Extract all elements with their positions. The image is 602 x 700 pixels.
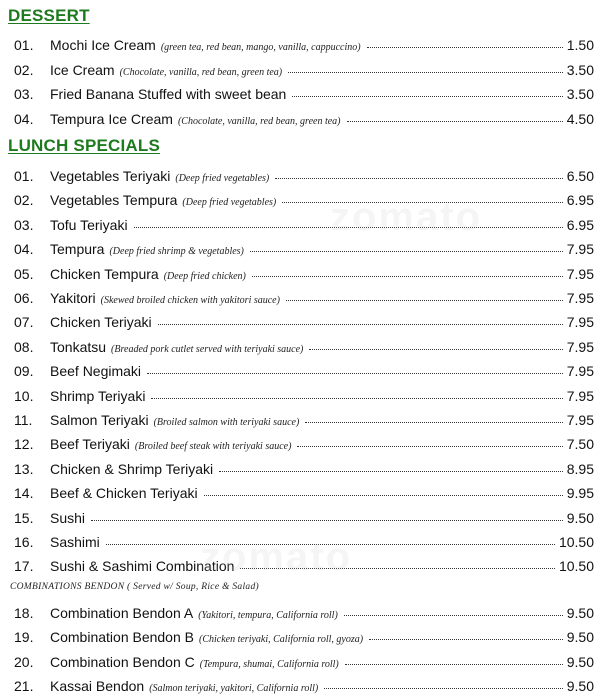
item-name: Fried Banana Stuffed with sweet bean (50, 86, 287, 102)
dot-leader (151, 397, 562, 399)
menu-item (0, 217, 602, 239)
menu-item (0, 37, 602, 59)
item-description: (Broiled beef steak with teriyaki sauce) (134, 441, 292, 453)
menu-item (0, 534, 602, 556)
dot-leader (158, 323, 563, 325)
dot-leader (282, 201, 563, 203)
item-price: 9.50 (566, 653, 594, 670)
item-description: (Broiled salmon with teriyaki sauce) (153, 417, 300, 428)
item-price: 7.95 (566, 314, 594, 331)
item-description: (Skewed broiled chicken with yakitori sauce) (100, 295, 280, 306)
dot-leader (240, 567, 555, 569)
item-name: Sashimi (50, 534, 100, 550)
item-price: 6.95 (566, 216, 594, 233)
item-number: 09. (14, 363, 34, 380)
item-number: 04. (14, 110, 34, 127)
item-name: Tempura Ice Cream (50, 110, 173, 127)
dot-leader (134, 226, 563, 228)
item-price: 6.95 (566, 192, 594, 209)
item-description: (Tempura, shumai, California roll) (199, 658, 339, 670)
item-name: Chicken & Shrimp Teriyaki (50, 460, 214, 477)
item-number: 03. (14, 86, 34, 102)
menu-item (0, 558, 602, 580)
item-number: 01. (14, 168, 34, 184)
item-price: 1.50 (566, 37, 594, 53)
dot-leader (219, 470, 563, 472)
dot-leader (252, 275, 563, 277)
item-number: 06. (14, 290, 34, 306)
item-description: (Deep fried vegetables) (175, 173, 270, 184)
item-name: Sushi & Sashimi Combination (50, 558, 235, 575)
menu-item (0, 412, 602, 434)
menu-item (0, 62, 602, 84)
item-number: 20. (14, 653, 34, 670)
menu-item (0, 654, 602, 676)
dot-leader (250, 250, 563, 252)
item-name: Sushi (50, 509, 86, 526)
item-number: 16. (14, 534, 34, 550)
menu-item (0, 678, 602, 700)
item-price: 3.50 (566, 61, 594, 78)
dot-leader (286, 299, 563, 301)
item-number: 19. (14, 629, 34, 646)
item-price: 7.95 (566, 363, 594, 380)
item-number: 04. (14, 241, 34, 258)
menu-item (0, 192, 602, 214)
combinations-header: COMBINATIONS BENDON ( Served w/ Soup, Rice & Salad) (10, 582, 259, 592)
dot-leader (345, 663, 563, 665)
item-price: 9.50 (566, 605, 594, 621)
dot-leader (147, 372, 563, 374)
item-name: Combination Bendon C (50, 653, 195, 670)
item-name: Vegetables Tempura (50, 192, 178, 209)
menu-item (0, 314, 602, 336)
watermark-logo: zomato (330, 195, 482, 239)
dot-leader (367, 46, 563, 48)
dot-leader (106, 543, 555, 545)
menu-item (0, 168, 602, 190)
item-number: 13. (14, 460, 34, 477)
menu-item (0, 436, 602, 458)
item-number: 02. (14, 192, 34, 209)
menu-item (0, 629, 602, 651)
item-price: 8.95 (566, 460, 594, 477)
item-description: (Deep fried shrimp & vegetables) (109, 246, 244, 258)
item-number: 11. (14, 412, 33, 428)
item-name: Beef Teriyaki (50, 436, 130, 453)
dot-leader (275, 177, 563, 179)
item-number: 21. (14, 677, 34, 694)
item-number: 17. (14, 558, 34, 575)
item-name: Salmon Teriyaki (50, 412, 149, 428)
item-description: (Salmon teriyaki, yakitori, California roll) (149, 682, 319, 694)
item-description: (Breaded pork cutlet served with teriyaki sauce) (111, 343, 304, 355)
item-number: 05. (14, 265, 34, 282)
dot-leader (297, 445, 562, 447)
watermark-logo: zomato (200, 535, 352, 579)
menu-item (0, 485, 602, 507)
dot-leader (309, 348, 562, 350)
dot-leader (288, 71, 563, 73)
item-number: 08. (14, 338, 34, 355)
item-name: Tonkatsu (50, 338, 107, 355)
item-name: Tofu Teriyaki (50, 216, 128, 233)
item-number: 02. (14, 61, 34, 78)
item-name: Kassai Bendon (50, 677, 145, 694)
item-number: 10. (14, 387, 34, 404)
menu-item (0, 241, 602, 263)
menu-item (0, 266, 602, 288)
menu-item (0, 510, 602, 532)
item-price: 3.50 (566, 86, 594, 102)
item-number: 14. (14, 485, 34, 502)
dot-leader (324, 687, 563, 689)
item-description: (Deep fried chicken) (163, 270, 246, 282)
item-number: 15. (14, 509, 34, 526)
item-price: 6.50 (566, 168, 594, 184)
item-price: 7.95 (566, 241, 594, 258)
item-description: (Chocolate, vanilla, red bean, green tea) (177, 115, 341, 127)
item-price: 9.95 (566, 485, 594, 502)
item-description: (Chicken teriyaki, California roll, gyoza) (199, 634, 364, 646)
item-number: 03. (14, 216, 34, 233)
menu-item (0, 111, 602, 133)
item-name: Yakitori (50, 290, 96, 306)
item-price: 7.95 (566, 265, 594, 282)
item-name: Mochi Ice Cream (50, 37, 156, 53)
item-price: 9.50 (566, 677, 594, 694)
item-number: 18. (14, 605, 34, 621)
item-name: Beef Negimaki (50, 363, 142, 380)
item-price: 7.50 (566, 436, 594, 453)
dot-leader (347, 120, 563, 122)
menu-item (0, 388, 602, 410)
item-name: Ice Cream (50, 61, 115, 78)
item-name: Chicken Teriyaki (50, 314, 152, 331)
item-name: Shrimp Teriyaki (50, 387, 146, 404)
item-price: 10.50 (558, 558, 594, 575)
item-price: 9.50 (566, 509, 594, 526)
dessert-title: DESSERT (8, 6, 90, 25)
item-number: 12. (14, 436, 34, 453)
item-name: Chicken Tempura (50, 265, 159, 282)
menu-item (0, 86, 602, 108)
dot-leader (305, 421, 562, 423)
item-name: Beef & Chicken Teriyaki (50, 485, 198, 502)
item-description: (green tea, red bean, mango, vanilla, cappuccino) (160, 42, 361, 53)
item-number: 07. (14, 314, 34, 331)
item-price: 7.95 (566, 290, 594, 306)
menu-item (0, 363, 602, 385)
item-description: (Chocolate, vanilla, red bean, green tea) (119, 66, 283, 78)
menu-item (0, 461, 602, 483)
item-number: 01. (14, 37, 34, 53)
dot-leader (369, 638, 563, 640)
dot-leader (91, 519, 563, 521)
item-price: 7.95 (566, 387, 594, 404)
item-description: (Deep fried vegetables) (182, 197, 277, 209)
item-price: 4.50 (566, 110, 594, 127)
item-price: 9.50 (566, 629, 594, 646)
dot-leader (204, 494, 563, 496)
menu-item (0, 605, 602, 627)
item-price: 7.95 (566, 412, 594, 428)
item-name: Vegetables Teriyaki (50, 168, 171, 184)
dot-leader (292, 95, 562, 97)
item-price: 10.50 (558, 534, 594, 550)
menu-item (0, 290, 602, 312)
item-price: 7.95 (566, 338, 594, 355)
menu-item (0, 339, 602, 361)
lunch-specials-title: LUNCH SPECIALS (8, 136, 161, 155)
item-name: Combination Bendon B (50, 629, 194, 646)
dot-leader (344, 614, 563, 616)
item-name: Tempura (50, 241, 105, 258)
item-description: (Yakitori, tempura, California roll) (198, 610, 338, 621)
item-name: Combination Bendon A (50, 605, 194, 621)
